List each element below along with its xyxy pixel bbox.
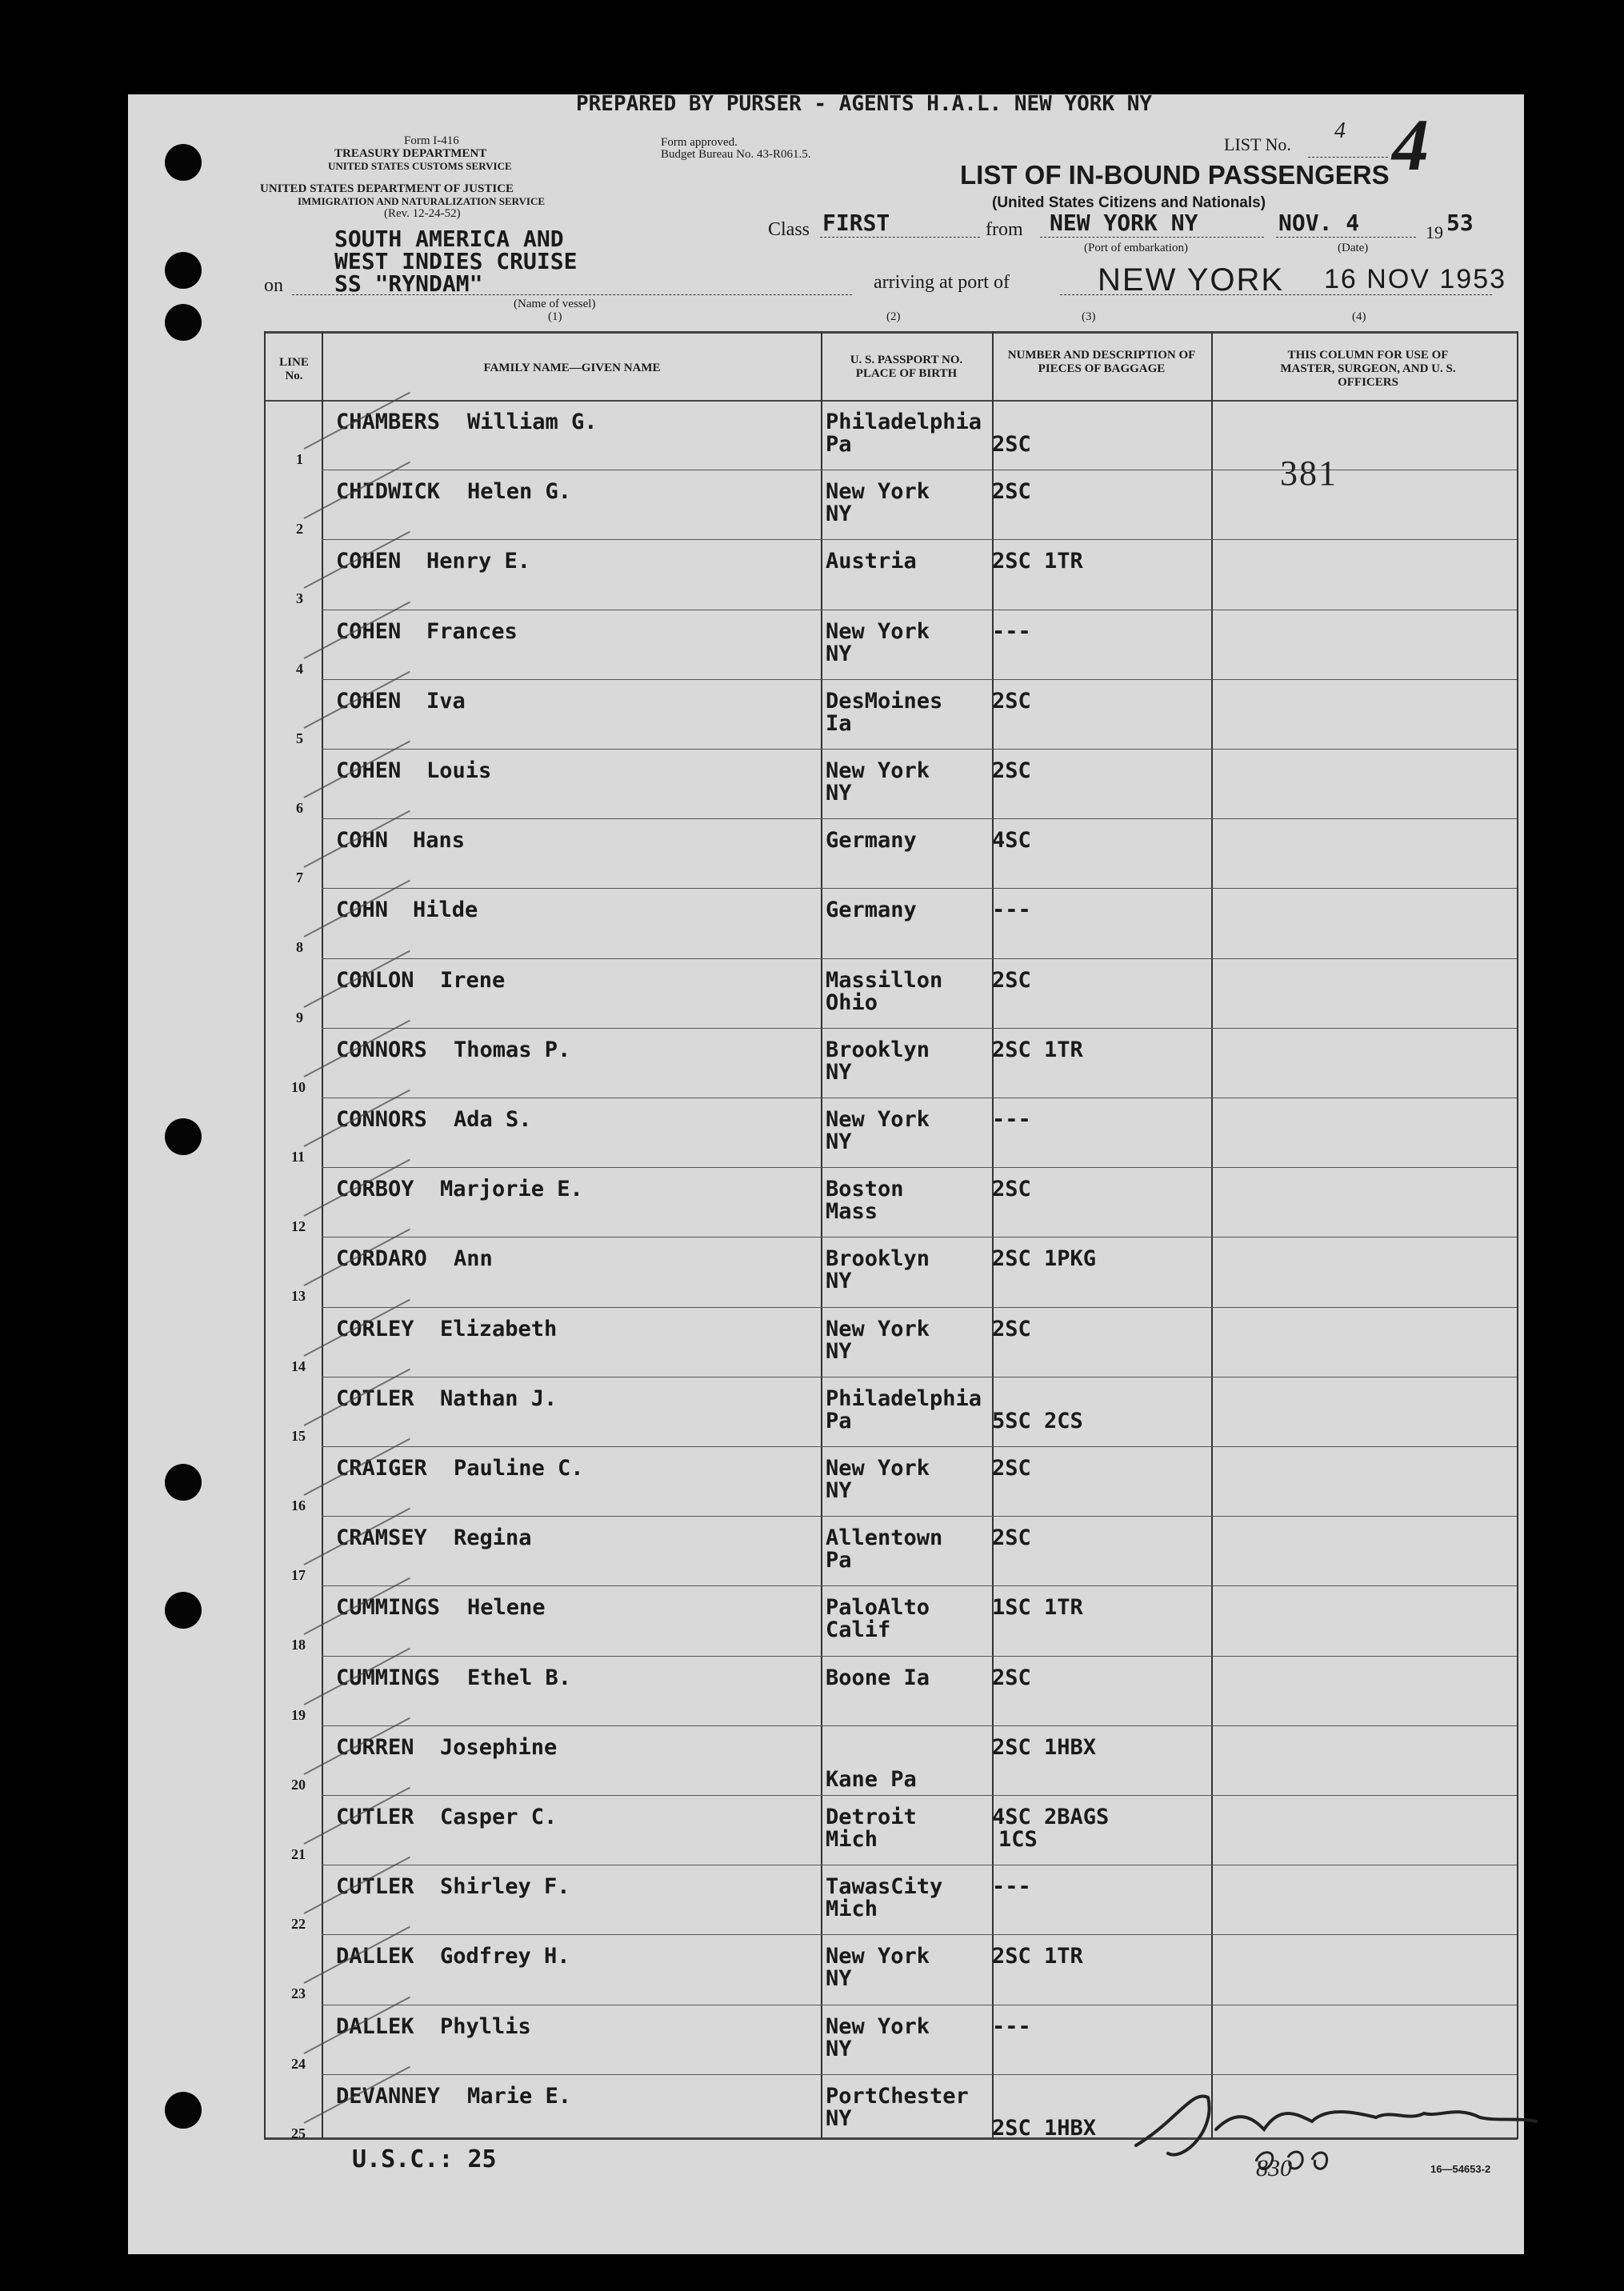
- given-name: Godfrey H.: [440, 1944, 570, 1969]
- baggage: 2SC 1HBX: [992, 1735, 1097, 1760]
- birth-place: New York: [826, 1944, 930, 1969]
- line-number: 15: [291, 1428, 306, 1444]
- baggage: 2SC: [992, 758, 1031, 783]
- baggage: 2SC: [992, 479, 1031, 504]
- birth-place: New York: [826, 2014, 930, 2039]
- line-number: 11: [291, 1149, 306, 1165]
- birth-place: Boone Ia: [826, 1665, 930, 1690]
- given-name: Marie E.: [467, 2084, 572, 2109]
- usc-total: U.S.C.: 25: [352, 2145, 497, 2173]
- punch-hole: [165, 1464, 202, 1501]
- birth-place-line-2: NY: [826, 2037, 852, 2061]
- baggage: 2SC: [992, 968, 1031, 993]
- given-name: Pauline C.: [454, 1456, 584, 1481]
- baggage: 2SC 1TR: [992, 1944, 1083, 1969]
- family-name: COHEN: [336, 619, 402, 644]
- family-name: CHIDWICK: [336, 479, 441, 504]
- baggage: 2SC 1TR: [992, 549, 1083, 574]
- given-name: Phyllis: [440, 2014, 531, 2039]
- header-name: FAMILY NAME—GIVEN NAME: [483, 362, 661, 374]
- family-name: CONNORS: [336, 1107, 427, 1132]
- given-name: Casper C.: [440, 1805, 558, 1829]
- birth-place: New York: [826, 1107, 930, 1132]
- arriving-label: arriving at port of: [874, 272, 1010, 293]
- birth-place-line-2: Ia: [826, 711, 852, 736]
- punch-hole: [165, 144, 202, 181]
- customs-service: UNITED STATES CUSTOMS SERVICE: [328, 160, 512, 172]
- baggage: 2SC: [992, 689, 1031, 714]
- year-prefix: 19: [1426, 222, 1443, 242]
- birth-place: Germany: [826, 828, 917, 853]
- list-no-handwritten: 4: [1334, 118, 1346, 143]
- birth-place-line-2: NY: [826, 2106, 852, 2131]
- punch-hole: [165, 252, 202, 289]
- officer-note: 381: [1280, 454, 1338, 493]
- family-name: COHN: [336, 828, 389, 853]
- baggage: 2SC: [992, 1317, 1031, 1341]
- line-number: 2: [296, 521, 303, 537]
- family-name: COHEN: [336, 549, 402, 574]
- line-number: 12: [291, 1218, 306, 1234]
- column-number-2: (2): [886, 310, 901, 323]
- line-number: 7: [296, 870, 303, 886]
- birth-place-line-2: Ohio: [826, 990, 878, 1015]
- family-name: CHAMBERS: [336, 410, 441, 434]
- given-name: Helene: [467, 1595, 546, 1620]
- punch-hole: [165, 1592, 202, 1629]
- family-name: CUMMINGS: [336, 1595, 441, 1620]
- prepared-by-line: PREPARED BY PURSER - AGENTS H.A.L. NEW YORK NY: [576, 92, 1153, 116]
- line-number: 25: [291, 2125, 306, 2141]
- form-code: 16—54653-2: [1430, 2163, 1491, 2175]
- birth-place-line-2: NY: [826, 781, 852, 806]
- line-number: 10: [291, 1079, 306, 1095]
- baggage: ---: [992, 2014, 1031, 2039]
- given-name: Helen G.: [467, 479, 572, 504]
- birth-place: New York: [826, 619, 930, 644]
- given-name: Ann: [454, 1246, 493, 1271]
- birth-place: Germany: [826, 898, 917, 922]
- from-label: from: [986, 219, 1023, 240]
- birth-place-line-2: Pa: [826, 1548, 852, 1573]
- revision-date: (Rev. 12-24-52): [384, 207, 461, 220]
- family-name: CONNORS: [336, 1038, 427, 1062]
- baggage: 5SC 2CS: [992, 1409, 1083, 1433]
- baggage: 2SC 1TR: [992, 1038, 1083, 1062]
- given-name: Hilde: [413, 898, 478, 922]
- year-suffix: 53: [1446, 210, 1474, 236]
- port-embarkation-caption: (Port of embarkation): [1084, 242, 1188, 254]
- arrival-port: NEW YORK: [1098, 262, 1285, 298]
- line-number: 22: [291, 1916, 306, 1932]
- line-number: 23: [291, 1985, 306, 2001]
- line-number: 14: [291, 1358, 306, 1374]
- family-name: CORDARO: [336, 1246, 427, 1271]
- form-approved: Form approved.: [661, 136, 738, 149]
- birth-place-line-2: Pa: [826, 432, 852, 457]
- baggage: 4SC: [992, 828, 1031, 853]
- baggage: 2SC: [992, 1665, 1031, 1690]
- birth-place: New York: [826, 1456, 930, 1481]
- baggage: 2SC: [992, 1456, 1031, 1481]
- treasury-department: TREASURY DEPARTMENT: [334, 147, 487, 160]
- column-number-3: (3): [1082, 310, 1096, 323]
- birth-place-line-2: NY: [826, 1339, 852, 1364]
- punch-hole: [165, 2092, 202, 2129]
- birth-place-line-2: NY: [826, 1130, 852, 1154]
- birth-place-line-2: Mass: [826, 1199, 878, 1224]
- line-number: 19: [291, 1707, 306, 1723]
- baggage: 4SC 2BAGS: [992, 1805, 1110, 1829]
- line-number: 16: [291, 1497, 306, 1513]
- family-name: COTLER: [336, 1386, 414, 1411]
- baggage: 2SC: [992, 432, 1031, 457]
- column-number-1: (1): [548, 310, 562, 323]
- class-label: Class: [768, 219, 810, 240]
- birth-place-line-2: NY: [826, 1269, 852, 1293]
- date-caption: (Date): [1338, 242, 1369, 254]
- family-name: DALLEK: [336, 1944, 414, 1969]
- baggage: 2SC: [992, 1525, 1031, 1550]
- given-name: Henry E.: [426, 549, 531, 574]
- line-number: 13: [291, 1288, 306, 1304]
- cruise-line-1: SOUTH AMERICA AND: [334, 226, 564, 252]
- header-passport: U. S. PASSPORT NO. PLACE OF BIRTH: [850, 354, 963, 380]
- birth-place: DesMoines: [826, 689, 943, 714]
- birth-place-line-2: Pa: [826, 1409, 852, 1433]
- justice-department: UNITED STATES DEPARTMENT OF JUSTICE: [260, 182, 514, 195]
- baggage: 1SC 1TR: [992, 1595, 1083, 1620]
- given-name: Ada S.: [454, 1107, 532, 1132]
- departure-date: NOV. 4: [1278, 210, 1360, 236]
- baggage: ---: [992, 1874, 1031, 1899]
- line-number: 3: [296, 590, 303, 606]
- given-name: Hans: [413, 828, 466, 853]
- family-name: CUMMINGS: [336, 1665, 441, 1690]
- family-name: CORLEY: [336, 1317, 414, 1341]
- line-number: 4: [296, 661, 303, 677]
- baggage: ---: [992, 619, 1031, 644]
- given-name: Marjorie E.: [440, 1177, 583, 1201]
- on-label: on: [264, 275, 283, 296]
- given-name: Elizabeth: [440, 1317, 558, 1341]
- family-name: COHN: [336, 898, 389, 922]
- birth-place: Philadelphia: [826, 410, 982, 434]
- family-name: CRAIGER: [336, 1456, 427, 1481]
- form-number: Form I-416: [404, 134, 459, 147]
- given-name: Louis: [426, 758, 492, 783]
- arrival-date-stamp: 16 NOV 1953: [1324, 264, 1507, 294]
- family-name: CRAMSEY: [336, 1525, 427, 1550]
- birth-place: Austria: [826, 549, 917, 574]
- vessel-name: SS "RYNDAM": [334, 270, 483, 297]
- line-number: 9: [296, 1010, 303, 1026]
- baggage: ---: [992, 898, 1031, 922]
- given-name: Iva: [426, 689, 466, 714]
- header-line-no: LINE No.: [279, 356, 309, 382]
- line-number: 17: [291, 1567, 306, 1583]
- line-number: 1: [296, 451, 303, 467]
- birth-place-line-2: NY: [826, 502, 852, 526]
- given-name: Regina: [454, 1525, 532, 1550]
- family-name: CUTLER: [336, 1874, 414, 1899]
- birth-place: New York: [826, 758, 930, 783]
- given-name: Thomas P.: [454, 1038, 571, 1062]
- given-name: Josephine: [440, 1735, 558, 1760]
- given-name: Irene: [440, 968, 506, 993]
- baggage: 2SC 1HBX: [992, 2116, 1097, 2141]
- family-name: DALLEK: [336, 2014, 414, 2039]
- family-name: CURREN: [336, 1735, 414, 1760]
- baggage: 2SC: [992, 1177, 1031, 1201]
- family-name: CORBOY: [336, 1177, 414, 1201]
- line-number: 18: [291, 1637, 306, 1653]
- birth-place: New York: [826, 1317, 930, 1341]
- birth-place: PaloAlto: [826, 1595, 930, 1620]
- birth-place-line-2: Calif: [826, 1617, 891, 1642]
- header-officers: THIS COLUMN FOR USE OF MASTER, SURGEON, AND U. S. OFFICERS: [1280, 349, 1456, 389]
- from-value: NEW YORK NY: [1050, 210, 1198, 236]
- line-number: 8: [296, 939, 303, 955]
- birth-place-line-2: Kane Pa: [826, 1767, 917, 1792]
- document-subtitle: (United States Citizens and Nationals): [992, 194, 1266, 211]
- given-name: Shirley F.: [440, 1874, 570, 1899]
- list-no-large: 4: [1392, 104, 1429, 186]
- vessel-caption: (Name of vessel): [514, 298, 596, 310]
- punch-hole: [165, 1118, 202, 1155]
- line-number: 21: [291, 1846, 306, 1862]
- baggage-line-2: 1CS: [998, 1827, 1038, 1852]
- line-number: 6: [296, 800, 303, 816]
- birth-place-line-2: NY: [826, 1966, 852, 1991]
- family-name: CONLON: [336, 968, 414, 993]
- line-number: 24: [291, 2056, 306, 2072]
- signature-number: 830: [1256, 2155, 1292, 2181]
- family-name: CUTLER: [336, 1805, 414, 1829]
- birth-place-line-2: NY: [826, 1060, 852, 1085]
- line-number: 20: [291, 1777, 306, 1793]
- birth-place-line-2: NY: [826, 642, 852, 666]
- birth-place: Detroit: [826, 1805, 917, 1829]
- birth-place: Brooklyn: [826, 1246, 930, 1271]
- birth-place: New York: [826, 479, 930, 504]
- class-value: FIRST: [822, 210, 890, 236]
- line-number: 5: [296, 730, 303, 746]
- birth-place: Brooklyn: [826, 1038, 930, 1062]
- baggage: ---: [992, 1107, 1031, 1132]
- given-name: William G.: [467, 410, 598, 434]
- birth-place: Boston: [826, 1177, 904, 1201]
- birth-place-line-2: Mich: [826, 1897, 878, 1921]
- birth-place-line-2: NY: [826, 1478, 852, 1503]
- birth-place: Philadelphia: [826, 1386, 982, 1411]
- list-no-label: LIST No.: [1224, 134, 1291, 154]
- birth-place: Massillon: [826, 968, 943, 993]
- baggage: 2SC 1PKG: [992, 1246, 1097, 1271]
- document-title: LIST OF IN-BOUND PASSENGERS: [960, 160, 1390, 190]
- cruise-line-2: WEST INDIES CRUISE: [334, 248, 578, 274]
- birth-place: Allentown: [826, 1525, 943, 1550]
- header-baggage: NUMBER AND DESCRIPTION OF PIECES OF BAGGAGE: [1007, 349, 1196, 375]
- birth-place-line-2: Mich: [826, 1827, 878, 1852]
- family-name: DEVANNEY: [336, 2084, 441, 2109]
- immigration-service: IMMIGRATION AND NATURALIZATION SERVICE: [298, 195, 546, 207]
- birth-place: TawasCity: [826, 1874, 943, 1899]
- given-name: Nathan J.: [440, 1386, 558, 1411]
- given-name: Frances: [426, 619, 518, 644]
- family-name: COHEN: [336, 689, 402, 714]
- column-number-4: (4): [1352, 310, 1366, 323]
- given-name: Ethel B.: [467, 1665, 572, 1690]
- budget-bureau: Budget Bureau No. 43-R061.5.: [661, 148, 811, 161]
- punch-hole: [165, 304, 202, 341]
- officer-signature: [1120, 2073, 1552, 2185]
- birth-place: PortChester: [826, 2084, 969, 2109]
- family-name: COHEN: [336, 758, 402, 783]
